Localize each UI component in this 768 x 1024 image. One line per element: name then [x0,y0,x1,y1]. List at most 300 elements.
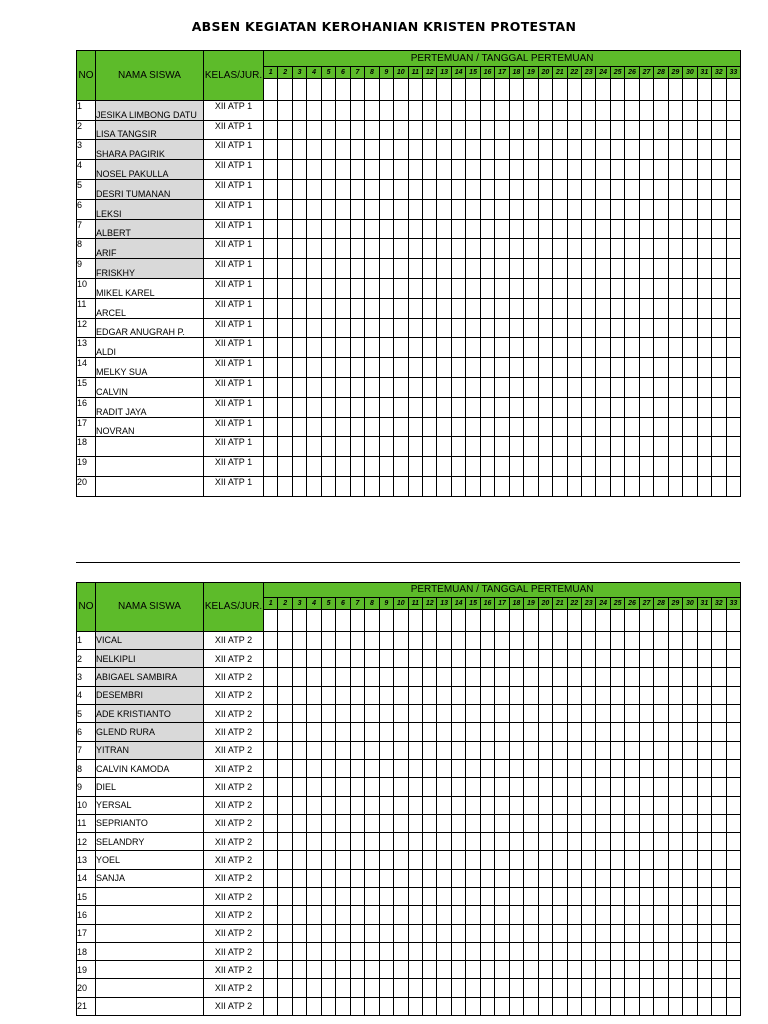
attendance-cell[interactable] [495,869,509,887]
attendance-cell[interactable] [379,814,393,832]
attendance-cell[interactable] [509,723,523,741]
attendance-cell[interactable] [278,318,292,338]
attendance-cell[interactable] [451,741,465,759]
attendance-cell[interactable] [350,160,364,180]
attendance-cell[interactable] [264,759,278,777]
attendance-cell[interactable] [524,338,538,358]
attendance-cell[interactable] [365,759,379,777]
attendance-cell[interactable] [581,961,595,979]
attendance-cell[interactable] [509,833,523,851]
attendance-cell[interactable] [712,140,726,160]
attendance-cell[interactable] [697,869,711,887]
attendance-cell[interactable] [394,833,408,851]
attendance-cell[interactable] [625,219,639,239]
attendance-cell[interactable] [610,358,624,378]
attendance-cell[interactable] [538,358,552,378]
attendance-cell[interactable] [553,358,567,378]
attendance-cell[interactable] [307,179,321,199]
attendance-cell[interactable] [307,979,321,997]
attendance-cell[interactable] [581,417,595,437]
attendance-cell[interactable] [422,686,436,704]
attendance-cell[interactable] [654,259,668,279]
attendance-cell[interactable] [480,179,494,199]
attendance-cell[interactable] [712,298,726,318]
attendance-cell[interactable] [321,259,335,279]
meeting-date-cell[interactable] [524,609,538,631]
attendance-cell[interactable] [524,160,538,180]
attendance-cell[interactable] [567,179,581,199]
attendance-cell[interactable] [495,298,509,318]
attendance-cell[interactable] [697,796,711,814]
attendance-cell[interactable] [336,160,350,180]
attendance-cell[interactable] [712,997,726,1015]
meeting-date-cell[interactable] [278,78,292,100]
attendance-cell[interactable] [639,705,653,723]
attendance-cell[interactable] [596,668,610,686]
attendance-cell[interactable] [422,997,436,1015]
attendance-cell[interactable] [538,778,552,796]
attendance-cell[interactable] [712,906,726,924]
attendance-cell[interactable] [553,160,567,180]
attendance-cell[interactable] [683,979,697,997]
attendance-cell[interactable] [567,417,581,437]
attendance-cell[interactable] [538,100,552,120]
attendance-cell[interactable] [437,796,451,814]
attendance-cell[interactable] [596,723,610,741]
attendance-cell[interactable] [422,160,436,180]
attendance-cell[interactable] [495,961,509,979]
attendance-cell[interactable] [365,888,379,906]
attendance-cell[interactable] [422,259,436,279]
attendance-cell[interactable] [538,741,552,759]
attendance-cell[interactable] [321,723,335,741]
attendance-cell[interactable] [639,259,653,279]
attendance-cell[interactable] [321,219,335,239]
attendance-cell[interactable] [683,120,697,140]
attendance-cell[interactable] [683,942,697,960]
attendance-cell[interactable] [394,457,408,477]
attendance-cell[interactable] [264,259,278,279]
attendance-cell[interactable] [509,437,523,457]
attendance-cell[interactable] [264,942,278,960]
attendance-cell[interactable] [365,298,379,318]
attendance-cell[interactable] [292,814,306,832]
attendance-cell[interactable] [292,120,306,140]
attendance-cell[interactable] [350,705,364,723]
attendance-cell[interactable] [596,437,610,457]
attendance-cell[interactable] [365,239,379,259]
attendance-cell[interactable] [408,278,422,298]
attendance-cell[interactable] [480,942,494,960]
attendance-cell[interactable] [567,377,581,397]
attendance-cell[interactable] [437,979,451,997]
attendance-cell[interactable] [726,377,741,397]
attendance-cell[interactable] [480,219,494,239]
attendance-cell[interactable] [336,417,350,437]
attendance-cell[interactable] [524,631,538,649]
attendance-cell[interactable] [625,851,639,869]
attendance-cell[interactable] [321,437,335,457]
attendance-cell[interactable] [408,814,422,832]
attendance-cell[interactable] [639,199,653,219]
attendance-cell[interactable] [509,160,523,180]
attendance-cell[interactable] [668,759,682,777]
attendance-cell[interactable] [567,120,581,140]
meeting-date-cell[interactable] [538,78,552,100]
attendance-cell[interactable] [264,741,278,759]
attendance-cell[interactable] [712,160,726,180]
attendance-cell[interactable] [495,358,509,378]
attendance-cell[interactable] [422,318,436,338]
attendance-cell[interactable] [451,759,465,777]
attendance-cell[interactable] [538,686,552,704]
attendance-cell[interactable] [538,476,552,496]
attendance-cell[interactable] [495,650,509,668]
attendance-cell[interactable] [495,120,509,140]
attendance-cell[interactable] [683,650,697,668]
attendance-cell[interactable] [712,358,726,378]
attendance-cell[interactable] [408,199,422,219]
attendance-cell[interactable] [350,278,364,298]
attendance-cell[interactable] [278,851,292,869]
meeting-date-cell[interactable] [321,78,335,100]
attendance-cell[interactable] [625,924,639,942]
attendance-cell[interactable] [437,705,451,723]
attendance-cell[interactable] [509,397,523,417]
attendance-cell[interactable] [264,199,278,219]
attendance-cell[interactable] [437,417,451,437]
attendance-cell[interactable] [350,239,364,259]
attendance-cell[interactable] [365,942,379,960]
attendance-cell[interactable] [394,259,408,279]
attendance-cell[interactable] [480,239,494,259]
attendance-cell[interactable] [408,457,422,477]
attendance-cell[interactable] [567,239,581,259]
attendance-cell[interactable] [350,778,364,796]
attendance-cell[interactable] [350,851,364,869]
attendance-cell[interactable] [538,457,552,477]
meeting-date-cell[interactable] [292,78,306,100]
attendance-cell[interactable] [278,888,292,906]
attendance-cell[interactable] [726,888,741,906]
attendance-cell[interactable] [451,457,465,477]
attendance-cell[interactable] [292,759,306,777]
attendance-cell[interactable] [480,833,494,851]
attendance-cell[interactable] [581,278,595,298]
attendance-cell[interactable] [350,668,364,686]
attendance-cell[interactable] [336,759,350,777]
attendance-cell[interactable] [466,358,480,378]
attendance-cell[interactable] [639,686,653,704]
attendance-cell[interactable] [712,417,726,437]
attendance-cell[interactable] [581,100,595,120]
attendance-cell[interactable] [567,631,581,649]
attendance-cell[interactable] [625,942,639,960]
attendance-cell[interactable] [451,358,465,378]
attendance-cell[interactable] [480,705,494,723]
attendance-cell[interactable] [538,961,552,979]
attendance-cell[interactable] [668,979,682,997]
attendance-cell[interactable] [437,160,451,180]
attendance-cell[interactable] [654,705,668,723]
attendance-cell[interactable] [278,437,292,457]
attendance-cell[interactable] [480,120,494,140]
attendance-cell[interactable] [524,199,538,219]
attendance-cell[interactable] [668,160,682,180]
attendance-cell[interactable] [278,997,292,1015]
attendance-cell[interactable] [654,833,668,851]
attendance-cell[interactable] [567,338,581,358]
attendance-cell[interactable] [509,278,523,298]
attendance-cell[interactable] [264,219,278,239]
attendance-cell[interactable] [683,457,697,477]
attendance-cell[interactable] [639,631,653,649]
attendance-cell[interactable] [683,723,697,741]
attendance-cell[interactable] [292,705,306,723]
attendance-cell[interactable] [524,851,538,869]
attendance-cell[interactable] [307,140,321,160]
attendance-cell[interactable] [610,298,624,318]
attendance-cell[interactable] [654,358,668,378]
attendance-cell[interactable] [336,942,350,960]
attendance-cell[interactable] [365,705,379,723]
attendance-cell[interactable] [524,140,538,160]
attendance-cell[interactable] [495,759,509,777]
attendance-cell[interactable] [553,239,567,259]
attendance-cell[interactable] [596,417,610,437]
attendance-cell[interactable] [307,259,321,279]
attendance-cell[interactable] [365,961,379,979]
attendance-cell[interactable] [292,979,306,997]
attendance-cell[interactable] [264,100,278,120]
attendance-cell[interactable] [451,924,465,942]
meeting-date-cell[interactable] [336,78,350,100]
attendance-cell[interactable] [278,160,292,180]
attendance-cell[interactable] [610,259,624,279]
attendance-cell[interactable] [509,338,523,358]
attendance-cell[interactable] [610,796,624,814]
attendance-cell[interactable] [365,997,379,1015]
attendance-cell[interactable] [697,961,711,979]
attendance-cell[interactable] [264,298,278,318]
attendance-cell[interactable] [437,997,451,1015]
attendance-cell[interactable] [567,741,581,759]
attendance-cell[interactable] [668,631,682,649]
attendance-cell[interactable] [596,338,610,358]
attendance-cell[interactable] [379,417,393,437]
attendance-cell[interactable] [466,888,480,906]
attendance-cell[interactable] [509,298,523,318]
attendance-cell[interactable] [321,631,335,649]
attendance-cell[interactable] [466,160,480,180]
attendance-cell[interactable] [379,705,393,723]
attendance-cell[interactable] [379,888,393,906]
attendance-cell[interactable] [437,377,451,397]
meeting-date-cell[interactable] [625,78,639,100]
attendance-cell[interactable] [321,942,335,960]
attendance-cell[interactable] [596,961,610,979]
attendance-cell[interactable] [278,869,292,887]
attendance-cell[interactable] [697,417,711,437]
attendance-cell[interactable] [538,199,552,219]
attendance-cell[interactable] [683,686,697,704]
attendance-cell[interactable] [712,924,726,942]
attendance-cell[interactable] [610,961,624,979]
attendance-cell[interactable] [538,997,552,1015]
attendance-cell[interactable] [712,833,726,851]
attendance-cell[interactable] [422,457,436,477]
attendance-cell[interactable] [408,906,422,924]
attendance-cell[interactable] [683,377,697,397]
attendance-cell[interactable] [495,631,509,649]
attendance-cell[interactable] [264,833,278,851]
attendance-cell[interactable] [668,796,682,814]
attendance-cell[interactable] [596,476,610,496]
attendance-cell[interactable] [321,705,335,723]
attendance-cell[interactable] [365,833,379,851]
attendance-cell[interactable] [726,814,741,832]
attendance-cell[interactable] [625,120,639,140]
attendance-cell[interactable] [712,437,726,457]
attendance-cell[interactable] [379,650,393,668]
attendance-cell[interactable] [581,942,595,960]
attendance-cell[interactable] [538,814,552,832]
attendance-cell[interactable] [292,100,306,120]
attendance-cell[interactable] [553,888,567,906]
attendance-cell[interactable] [350,219,364,239]
attendance-cell[interactable] [451,417,465,437]
attendance-cell[interactable] [336,179,350,199]
attendance-cell[interactable] [480,457,494,477]
meeting-date-cell[interactable] [596,609,610,631]
attendance-cell[interactable] [437,100,451,120]
attendance-cell[interactable] [336,239,350,259]
attendance-cell[interactable] [321,140,335,160]
attendance-cell[interactable] [538,942,552,960]
attendance-cell[interactable] [264,318,278,338]
attendance-cell[interactable] [451,397,465,417]
attendance-cell[interactable] [639,457,653,477]
meeting-date-cell[interactable] [726,609,741,631]
attendance-cell[interactable] [422,476,436,496]
attendance-cell[interactable] [408,997,422,1015]
meeting-date-cell[interactable] [538,609,552,631]
attendance-cell[interactable] [553,796,567,814]
attendance-cell[interactable] [683,906,697,924]
attendance-cell[interactable] [264,668,278,686]
attendance-cell[interactable] [365,631,379,649]
attendance-cell[interactable] [697,100,711,120]
attendance-cell[interactable] [264,814,278,832]
attendance-cell[interactable] [567,160,581,180]
attendance-cell[interactable] [264,338,278,358]
attendance-cell[interactable] [610,631,624,649]
attendance-cell[interactable] [610,778,624,796]
attendance-cell[interactable] [726,140,741,160]
attendance-cell[interactable] [321,686,335,704]
attendance-cell[interactable] [524,741,538,759]
attendance-cell[interactable] [538,979,552,997]
attendance-cell[interactable] [683,278,697,298]
attendance-cell[interactable] [524,814,538,832]
attendance-cell[interactable] [697,705,711,723]
attendance-cell[interactable] [292,140,306,160]
attendance-cell[interactable] [712,239,726,259]
meeting-date-cell[interactable] [292,609,306,631]
attendance-cell[interactable] [422,437,436,457]
attendance-cell[interactable] [509,869,523,887]
attendance-cell[interactable] [278,476,292,496]
attendance-cell[interactable] [712,851,726,869]
attendance-cell[interactable] [683,961,697,979]
attendance-cell[interactable] [712,796,726,814]
attendance-cell[interactable] [726,961,741,979]
attendance-cell[interactable] [350,140,364,160]
attendance-cell[interactable] [278,686,292,704]
attendance-cell[interactable] [321,338,335,358]
attendance-cell[interactable] [437,259,451,279]
attendance-cell[interactable] [596,219,610,239]
attendance-cell[interactable] [625,759,639,777]
attendance-cell[interactable] [451,997,465,1015]
attendance-cell[interactable] [422,814,436,832]
attendance-cell[interactable] [538,397,552,417]
attendance-cell[interactable] [394,140,408,160]
attendance-cell[interactable] [668,457,682,477]
attendance-cell[interactable] [408,869,422,887]
attendance-cell[interactable] [350,942,364,960]
attendance-cell[interactable] [625,778,639,796]
attendance-cell[interactable] [394,851,408,869]
attendance-cell[interactable] [350,906,364,924]
attendance-cell[interactable] [292,437,306,457]
attendance-cell[interactable] [408,437,422,457]
attendance-cell[interactable] [394,759,408,777]
attendance-cell[interactable] [625,377,639,397]
attendance-cell[interactable] [466,668,480,686]
attendance-cell[interactable] [697,476,711,496]
attendance-cell[interactable] [553,924,567,942]
attendance-cell[interactable] [365,358,379,378]
attendance-cell[interactable] [581,457,595,477]
attendance-cell[interactable] [581,219,595,239]
attendance-cell[interactable] [365,318,379,338]
attendance-cell[interactable] [278,979,292,997]
attendance-cell[interactable] [625,814,639,832]
attendance-cell[interactable] [307,869,321,887]
attendance-cell[interactable] [654,869,668,887]
meeting-date-cell[interactable] [509,609,523,631]
attendance-cell[interactable] [437,140,451,160]
attendance-cell[interactable] [321,833,335,851]
meeting-date-cell[interactable] [451,609,465,631]
attendance-cell[interactable] [466,997,480,1015]
attendance-cell[interactable] [437,650,451,668]
attendance-cell[interactable] [654,906,668,924]
attendance-cell[interactable] [379,476,393,496]
attendance-cell[interactable] [639,759,653,777]
attendance-cell[interactable] [350,417,364,437]
attendance-cell[interactable] [553,723,567,741]
attendance-cell[interactable] [610,338,624,358]
attendance-cell[interactable] [625,457,639,477]
attendance-cell[interactable] [495,417,509,437]
attendance-cell[interactable] [451,318,465,338]
attendance-cell[interactable] [596,259,610,279]
attendance-cell[interactable] [307,796,321,814]
attendance-cell[interactable] [639,814,653,832]
attendance-cell[interactable] [712,979,726,997]
